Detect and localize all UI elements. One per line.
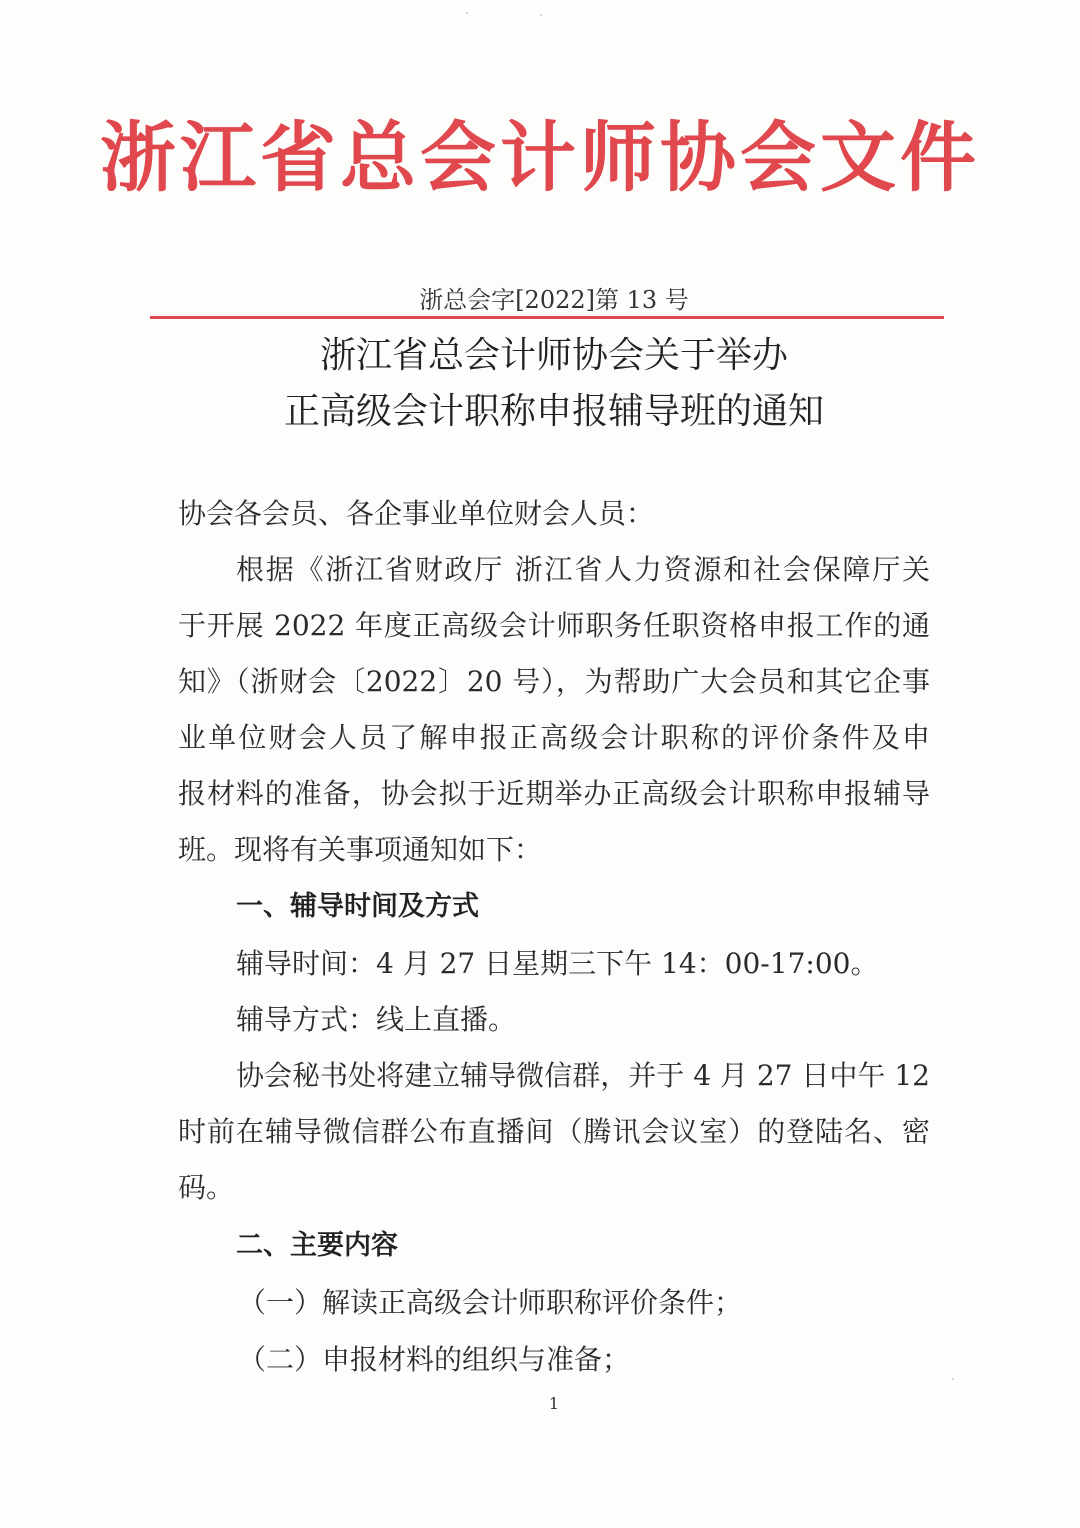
scan-speck xyxy=(540,14,542,16)
intro-paragraph-line: 业单位财会人员了解申报正高级会计职称的评价条件及申 xyxy=(178,721,930,754)
wechat-group-note-line: 码。 xyxy=(178,1171,235,1204)
wechat-group-note-line: 时前在辅导微信群公布直播间（腾讯会议室）的登陆名、密 xyxy=(178,1115,930,1148)
salutation: 协会各会员、各企事业单位财会人员： xyxy=(178,497,655,530)
wechat-group-note-line: 协会秘书处将建立辅导微信群，并于 4 月 27 日中午 12 xyxy=(236,1059,930,1092)
intro-paragraph-line: 知》（浙财会〔2022〕20 号），为帮助广大会员和其它企事 xyxy=(178,665,930,698)
red-divider-line xyxy=(150,316,944,319)
content-item: （二）申报材料的组织与准备； xyxy=(238,1343,631,1376)
intro-paragraph-line: 报材料的准备，协会拟于近期举办正高级会计职称申报辅导 xyxy=(178,777,930,810)
page-number: 1 xyxy=(548,1394,560,1413)
scan-speck xyxy=(952,1378,954,1380)
intro-paragraph-line: 班。现将有关事项通知如下： xyxy=(178,833,543,866)
document-title-line-2: 正高级会计职称申报辅导班的通知 xyxy=(283,391,824,432)
masthead-title: 浙江省总会计师协会文件 xyxy=(100,113,980,202)
document-title-line-1: 浙江省总会计师协会关于举办 xyxy=(319,335,788,376)
section-heading-schedule: 一、辅导时间及方式 xyxy=(236,891,479,922)
intro-paragraph-line: 根据《浙江省财政厅 浙江省人力资源和社会保障厅关 xyxy=(236,553,930,586)
training-method: 辅导方式：线上直播。 xyxy=(236,1003,517,1036)
scan-speck xyxy=(466,12,468,14)
document-number: 浙总会字[2022]第 13 号 xyxy=(419,286,689,314)
section-heading-content: 二、主要内容 xyxy=(236,1230,398,1261)
content-item: （一）解读正高级会计师职称评价条件； xyxy=(238,1286,743,1319)
training-time: 辅导时间：4 月 27 日星期三下午 14：00-17:00。 xyxy=(236,947,879,980)
intro-paragraph-line: 于开展 2022 年度正高级会计师职务任职资格申报工作的通 xyxy=(178,609,930,642)
